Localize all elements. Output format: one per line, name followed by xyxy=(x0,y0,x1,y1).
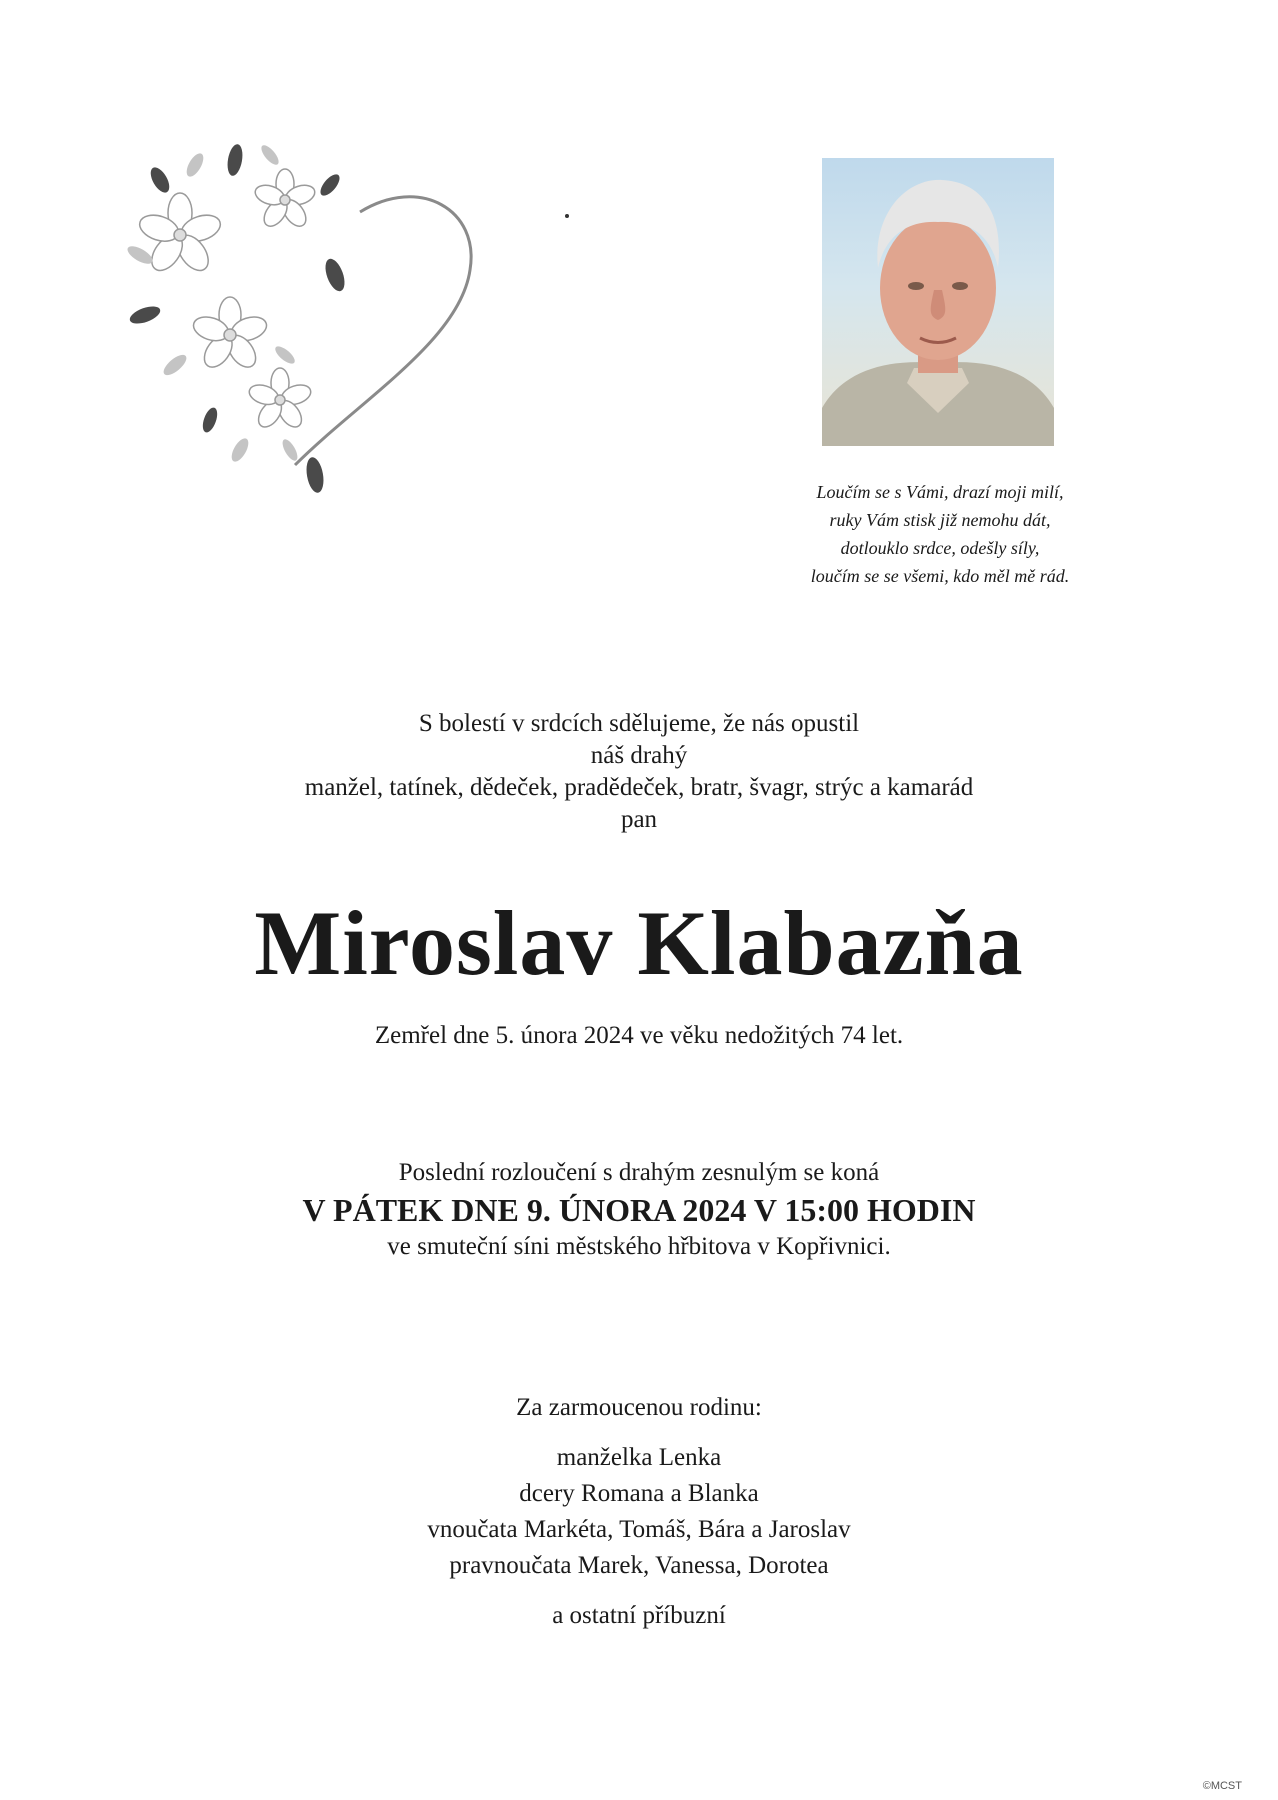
family-member: dcery Romana a Blanka xyxy=(519,1480,759,1507)
funeral-place: ve smuteční síni městského hřbitova v Kopřivnici. xyxy=(387,1233,891,1260)
family-member: manželka Lenka xyxy=(556,1444,722,1471)
copyright-mark: ©MCST xyxy=(1202,1780,1242,1792)
family-member: pravnoučata Marek, Vanessa, Dorotea xyxy=(449,1552,829,1579)
death-notice: Zemřel dne 5. února 2024 ve věku nedožitých 74 let. xyxy=(374,1022,904,1049)
family-heading: Za zarmoucenou rodinu: xyxy=(516,1394,762,1421)
deceased-name: Miroslav Klabazňa xyxy=(254,892,1024,994)
poem-line: ruky Vám stisk již nemohu dát, xyxy=(829,510,1051,530)
farewell-poem xyxy=(700,478,1180,590)
farewell-intro: Poslední rozloučení s drahým zesnulým se koná xyxy=(398,1159,880,1186)
intro-line: pan xyxy=(620,806,658,833)
family-signature xyxy=(0,1390,1278,1634)
floral-heart-icon xyxy=(120,130,490,520)
announcement-intro xyxy=(0,708,1278,836)
portrait-photo xyxy=(822,158,1054,446)
funeral-details xyxy=(0,1156,1278,1264)
family-closing: a ostatní příbuzní xyxy=(552,1602,726,1629)
intro-line: náš drahý xyxy=(590,742,688,769)
family-member: vnoučata Markéta, Tomáš, Bára a Jaroslav xyxy=(427,1516,851,1543)
poem-line: Loučím se s Vámi, drazí moji milí, xyxy=(816,482,1064,502)
poem-line: dotlouklo srdce, odešly síly, xyxy=(840,538,1040,558)
intro-line: manžel, tatínek, dědeček, pradědeček, bratr, švagr, strýc a kamarád xyxy=(304,774,974,801)
decorative-dot xyxy=(565,214,569,218)
poem-line: loučím se se všemi, kdo měl mě rád. xyxy=(810,566,1070,586)
intro-line: S bolestí v srdcích sdělujeme, že nás opustil xyxy=(418,710,860,737)
funeral-datetime: V PÁTEK DNE 9. ÚNORA 2024 V 15:00 HODIN xyxy=(302,1192,976,1228)
